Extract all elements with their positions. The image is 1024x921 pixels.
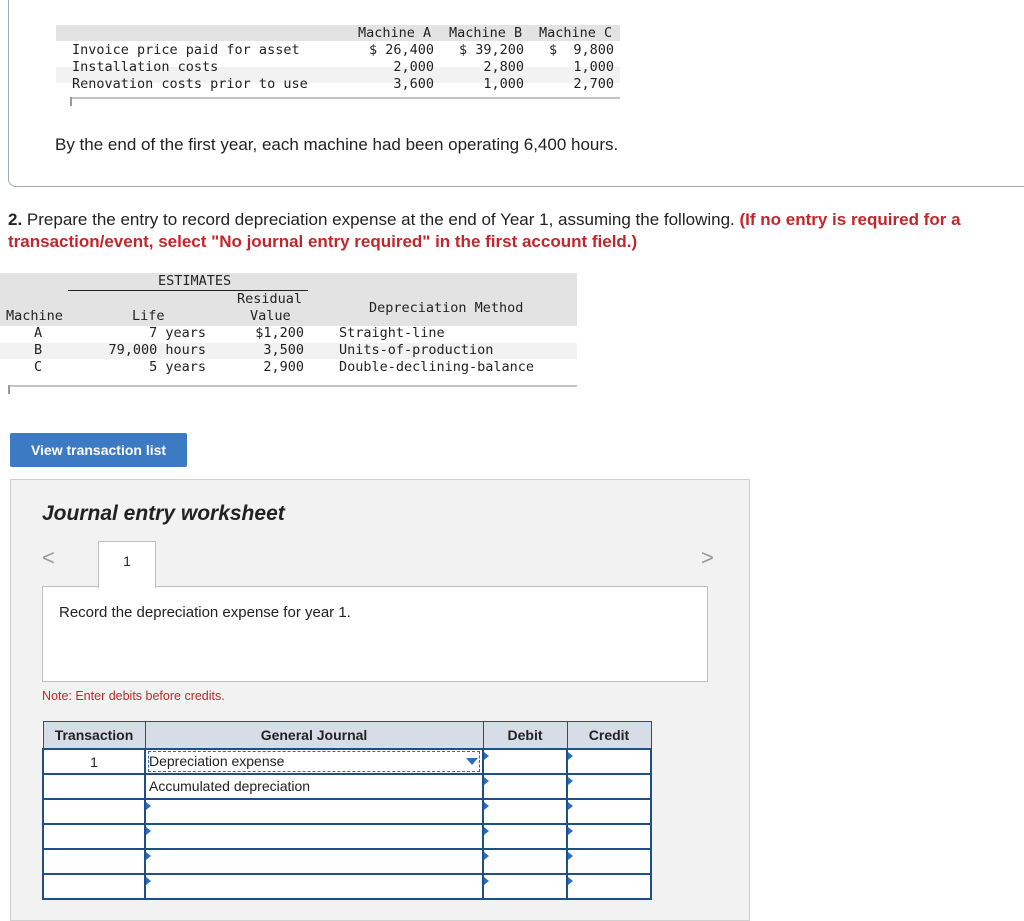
- cost-header-a: Machine A: [358, 25, 432, 41]
- debit-input[interactable]: [483, 849, 567, 874]
- cell-marker-icon: [568, 752, 573, 760]
- cell-marker-icon: [484, 777, 489, 785]
- transaction-cell: [43, 874, 145, 899]
- col-debit: Debit: [483, 722, 567, 750]
- credit-input[interactable]: [567, 799, 651, 824]
- entry-description: Record the depreciation expense for year 1.: [59, 604, 351, 621]
- machine-cell: B: [34, 342, 43, 358]
- cost-cell: 3,600: [393, 76, 434, 92]
- credit-input[interactable]: [567, 874, 651, 899]
- account-name: Accumulated depreciation: [149, 778, 311, 794]
- cell-marker-icon: [146, 802, 151, 810]
- header-residual: Residual: [237, 291, 303, 307]
- cell-marker-icon: [484, 752, 489, 760]
- cell-marker-icon: [568, 877, 573, 885]
- cell-marker-icon: [568, 777, 573, 785]
- cost-cell: $ 39,200: [458, 42, 524, 58]
- cell-marker-icon: [146, 827, 151, 835]
- cell-marker-icon: [484, 802, 489, 810]
- machine-cell: A: [34, 325, 43, 341]
- next-arrow-icon[interactable]: >: [701, 545, 714, 570]
- cost-cell: 2,000: [393, 59, 434, 75]
- debit-input[interactable]: [483, 774, 567, 799]
- col-credit: Credit: [567, 722, 651, 750]
- general-journal-table: [42, 721, 652, 900]
- col-transaction: Transaction: [43, 722, 145, 750]
- cell-marker-icon: [568, 827, 573, 835]
- estimates-label: ESTIMATES: [158, 273, 232, 289]
- question-number: 2.: [8, 210, 23, 229]
- cost-row-label: Invoice price paid for asset: [72, 42, 300, 58]
- credit-input[interactable]: [567, 774, 651, 799]
- cell-marker-icon: [146, 877, 151, 885]
- journal-row: [43, 824, 651, 849]
- header-method: Depreciation Method: [369, 300, 524, 316]
- cell-marker-icon: [484, 827, 489, 835]
- entry-description-box: [42, 586, 708, 682]
- debit-input[interactable]: [483, 749, 567, 774]
- transaction-cell: [43, 774, 145, 799]
- cell-marker-icon: [484, 852, 489, 860]
- cost-cell: 1,000: [573, 59, 614, 75]
- life-cell: 79,000 hours: [108, 342, 206, 358]
- debit-credit-note: Note: Enter debits before credits.: [42, 689, 225, 703]
- residual-cell: $1,200: [255, 325, 304, 341]
- question-instruction: (If no entry is required for a transaction/event, select "No journal entry required" in the first account field.): [8, 210, 961, 251]
- method-cell: Double-declining-balance: [339, 359, 535, 375]
- estimates-table: [0, 273, 577, 393]
- journal-row: [43, 774, 651, 799]
- cost-cell: $ 26,400: [368, 42, 434, 58]
- cell-marker-icon: [568, 852, 573, 860]
- journal-entry-worksheet: [10, 479, 750, 921]
- debit-input[interactable]: [483, 874, 567, 899]
- question-body: Prepare the entry to record depreciation expense at the end of Year 1, assuming the following.: [22, 210, 740, 229]
- credit-input[interactable]: [567, 849, 651, 874]
- question-text: [8, 209, 1018, 253]
- hours-paragraph: By the end of the first year, each machine had been operating 6,400 hours.: [55, 135, 619, 154]
- cell-marker-icon: [568, 802, 573, 810]
- prev-arrow-icon[interactable]: <: [42, 545, 55, 570]
- cell-marker-icon: [484, 877, 489, 885]
- journal-row: [43, 749, 651, 774]
- header-machine: Machine: [6, 308, 63, 324]
- credit-input[interactable]: [567, 824, 651, 849]
- account-select[interactable]: [145, 774, 483, 799]
- cost-cell: 2,700: [573, 76, 614, 92]
- machine-cell: C: [34, 359, 43, 375]
- cost-cell: 1,000: [483, 76, 524, 92]
- transaction-cell: [43, 849, 145, 874]
- journal-row: [43, 874, 651, 899]
- credit-input[interactable]: [567, 749, 651, 774]
- method-cell: Straight-line: [339, 325, 445, 341]
- transaction-cell: [43, 824, 145, 849]
- cost-cell: 2,800: [483, 59, 524, 75]
- header-life: Life: [132, 308, 165, 324]
- cost-header-c: Machine C: [539, 25, 613, 41]
- method-cell: Units-of-production: [339, 342, 494, 358]
- worksheet-title: Journal entry worksheet: [42, 502, 285, 525]
- cost-row-label: Installation costs: [72, 59, 219, 75]
- transaction-cell: 1: [43, 749, 145, 774]
- transaction-cell: [43, 799, 145, 824]
- debit-input[interactable]: [483, 799, 567, 824]
- account-select[interactable]: [145, 799, 483, 824]
- life-cell: 5 years: [149, 359, 206, 375]
- journal-row: [43, 849, 651, 874]
- account-select[interactable]: [145, 824, 483, 849]
- account-select[interactable]: [145, 849, 483, 874]
- debit-input[interactable]: [483, 824, 567, 849]
- cost-cell: $ 9,800: [548, 42, 614, 58]
- col-general-journal: General Journal: [145, 722, 483, 750]
- dropdown-caret-icon[interactable]: [466, 758, 478, 765]
- account-select[interactable]: [145, 874, 483, 899]
- life-cell: 7 years: [149, 325, 206, 341]
- view-transaction-list-button[interactable]: View transaction list: [10, 433, 187, 467]
- cell-marker-icon: [146, 852, 151, 860]
- journal-row: [43, 799, 651, 824]
- cost-row-label: Renovation costs prior to use: [72, 76, 308, 92]
- account-select[interactable]: [145, 749, 483, 774]
- header-value: Value: [250, 308, 291, 324]
- cost-header-b: Machine B: [449, 25, 523, 41]
- account-name: Depreciation expense: [149, 753, 285, 769]
- residual-cell: 3,500: [263, 342, 304, 358]
- tab-transaction-1[interactable]: 1: [98, 541, 156, 588]
- residual-cell: 2,900: [263, 359, 304, 375]
